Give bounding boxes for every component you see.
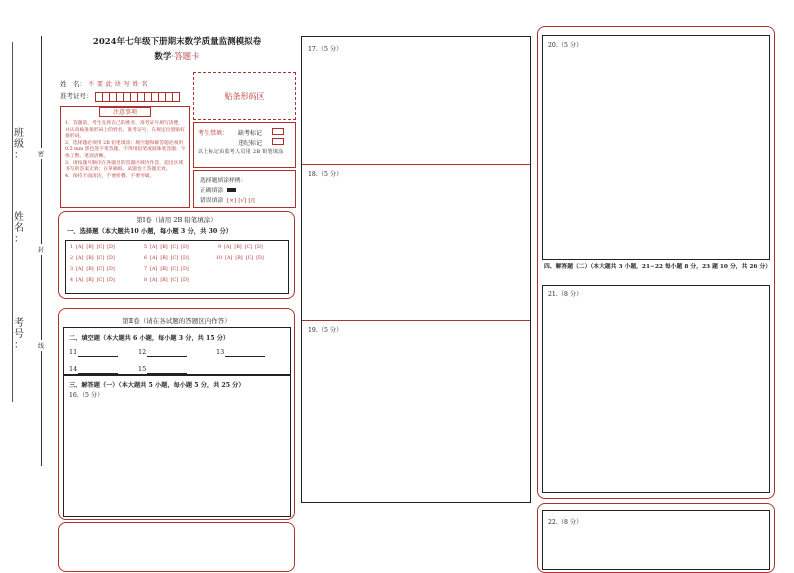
exam-title: 2024年七年级下册期末数学质量监测模拟卷 [92,37,262,47]
blank-11[interactable] [69,348,118,357]
fill-blank-title: 二、填空题（本大题共 6 小题，每小题 3 分，共 15 分） [69,335,230,342]
status-note: 以上标记由监考人员用 2B 铅笔填涂 [198,149,284,155]
student-name-label: 姓 名： [60,80,86,88]
barcode-area [193,72,296,120]
seal-char-mi: 密 [38,148,44,159]
student-name-hint: 不 要 此 块 写 姓 名 [88,81,149,88]
section-4-title: 四、解答题（二）（本大题共 3 小题，21−22 每小题 8 分，23 题 10 分，共 26 分） [544,264,772,270]
choice-question-8[interactable]: 8 [A] [B] [C] [D] [144,278,189,283]
question-22-label: 22.（8 分） [548,519,583,526]
choice-question-1[interactable]: 1 [A] [B] [C] [D] [70,245,115,250]
blank-15[interactable] [138,365,187,374]
part2-header: 第Ⅱ卷（请在各试题的答题区内作答） [122,317,231,325]
solve-section-1-title: 三、解答题（一）（本大题共 5 小题，每小题 5 分，共 25 分） [69,382,245,389]
question-18-area[interactable] [302,165,530,320]
part1-box [58,211,295,299]
absent-mark-label: 缺考标记 [238,130,263,137]
class-label-char: 级 [14,139,24,150]
question-17-area[interactable] [302,37,530,164]
class-label-colon: ： [14,150,24,161]
choice-question-7[interactable]: 7 [A] [B] [C] [D] [144,267,189,272]
part2-box [58,308,295,520]
id-label-char: 号 [14,329,24,340]
question-18-label: 18.（5 分） [308,171,343,178]
choice-question-4[interactable]: 4 [A] [B] [C] [D] [70,278,115,283]
part1-section-title: 一、选择题（本大题共10 小题，每小题 3 分，共 30 分） [67,228,233,235]
blank-number: 13 [216,348,225,356]
violation-mark-box[interactable] [272,138,284,145]
correct-fill-row [200,185,236,194]
choice-question-6[interactable]: 6 [A] [B] [C] [D] [144,256,189,261]
blank-number: 12 [138,348,147,356]
choice-question-2[interactable]: 2 [A] [B] [C] [D] [70,256,115,261]
question-21-label: 21.（8 分） [548,291,583,298]
id-label-colon: ： [14,340,24,351]
choice-grid [65,240,289,294]
notice-title: 注意事项 [99,107,151,117]
blank-number: 11 [69,348,78,356]
question-22-area[interactable] [542,510,770,570]
student-id-label: 准考证号： [60,92,93,100]
seal-char-xian: 线 [38,340,44,351]
question-20-area[interactable] [542,35,770,260]
class-label-char: 班 [14,128,24,139]
fill-example-title: 选择题填涂样例： [200,178,247,184]
notice-item: 3．请按题号顺序在各题目的答题区域内作答，超出区域书写的答案无效；在草稿纸、试题卷上答题无效。 [65,160,184,173]
question-19-area[interactable] [302,321,530,502]
id-label-char: 考 [14,318,24,329]
student-name-row [60,80,148,89]
answer-column-middle [301,36,531,503]
candidate-status-box [193,122,296,168]
absent-mark-box[interactable] [272,128,284,135]
notice-box [60,106,190,208]
choice-question-9[interactable]: 9 [A] [B] [C] [D] [218,245,263,250]
fill-example-box [193,170,296,208]
question-16-label: 16.（5 分） [69,392,104,399]
blank-number: 15 [138,365,147,373]
choice-question-3[interactable]: 3 [A] [B] [C] [D] [70,267,115,272]
choice-question-10[interactable]: 10 [A] [B] [C] [D] [216,256,264,261]
name-label-colon: ： [14,234,24,245]
subject-label: 数学 [154,52,172,62]
wrong-fill-row [200,195,255,204]
answer-sheet-label: 答题卡 [174,52,200,62]
notice-item: 4．保持卡面清洁，不要折叠、不要弄破。 [65,173,155,179]
notice-items [65,121,187,180]
question-19-label: 19.（5 分） [308,327,343,334]
blank-13[interactable] [216,348,265,357]
correct-fill-label: 正确填涂 [200,188,224,194]
seal-char-feng: 封 [38,244,44,255]
name-label-char: 名 [14,223,24,234]
next-section-box-right [537,503,775,573]
question-17-label: 17.（5 分） [308,46,343,53]
choice-question-5[interactable]: 5 [A] [B] [C] [D] [144,245,189,250]
correct-fill-sample [227,188,236,192]
solve-section-1[interactable] [63,375,291,517]
barcode-area-label: 贴条形码区 [224,92,265,101]
absent-mark-row [238,128,284,137]
notice-item: 2．选择题必须用 2B 铅笔填涂；填空题和解答题必须用 0.5 mm 黑色签字笔答题，不得用铅笔或圆珠笔答题；字体工整、笔迹清晰。 [65,140,186,159]
blank-12[interactable] [138,348,187,357]
question-20-label: 20.（5 分） [548,42,583,49]
next-section-box-left [58,522,295,572]
violation-mark-row [238,138,284,147]
notice-item: 1．答题前，考生先将自己的姓名、准考证号填写清楚，并认真核准条形码上的姓名、准考证号，在规定位置贴好条形码。 [65,121,185,140]
exam-subtitle [62,50,292,62]
right-column-frame [537,26,775,499]
name-label-char: 姓 [14,212,24,223]
blank-number: 14 [69,365,78,373]
blank-14[interactable] [69,365,118,374]
question-21-area[interactable] [542,285,770,493]
student-id-cells[interactable] [95,92,179,105]
violation-mark-label: 违纪标记 [238,140,263,147]
subtitle-separator: · [171,52,175,62]
candidate-status-label: 考生禁填： [198,130,229,137]
wrong-fill-label: 错误填涂 [200,198,224,204]
part1-header: 第Ⅰ卷（请用 2B 铅笔填涂） [136,216,217,224]
fill-blank-section [63,327,291,375]
wrong-fill-samples: [×] [√] [/] [227,198,255,204]
student-id-row [60,92,179,105]
